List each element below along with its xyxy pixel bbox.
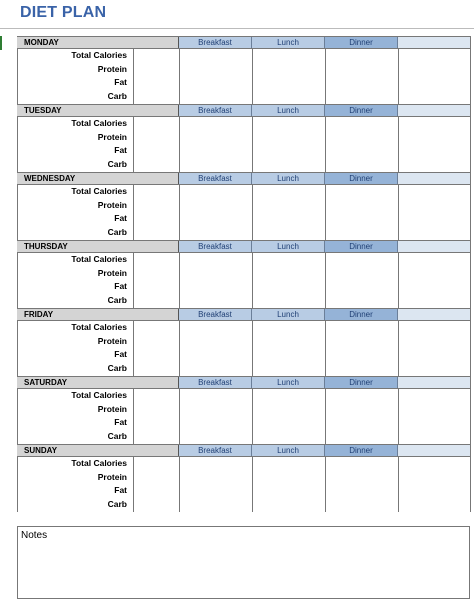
column-gridline <box>133 49 134 104</box>
extra-header-cell[interactable] <box>398 377 470 388</box>
nutrient-rows <box>17 389 470 444</box>
top-divider <box>0 28 474 29</box>
column-gridline <box>133 117 134 172</box>
nutrient-label: Carb <box>107 294 127 305</box>
day-name-cell[interactable]: SATURDAY <box>17 377 179 388</box>
nutrient-label: Protein <box>97 403 127 414</box>
column-gridline <box>252 117 253 172</box>
nutrient-label: Total Calories <box>71 186 127 196</box>
meal-header-breakfast[interactable]: Breakfast <box>179 173 252 184</box>
nutrient-label: Protein <box>97 199 127 210</box>
nutrient-labels <box>17 253 127 308</box>
day-header-row <box>17 444 470 457</box>
column-gridline <box>252 457 253 512</box>
column-gridline <box>252 49 253 104</box>
column-gridline <box>325 117 326 172</box>
meal-header-lunch[interactable]: Lunch <box>252 445 325 456</box>
column-gridline <box>252 253 253 308</box>
notes-label: Notes <box>21 530 48 541</box>
meal-header-breakfast[interactable]: Breakfast <box>179 309 252 320</box>
column-gridline <box>398 185 399 240</box>
meal-header-dinner[interactable]: Dinner <box>325 37 398 48</box>
meal-header-breakfast[interactable]: Breakfast <box>179 241 252 252</box>
nutrient-labels <box>17 117 127 172</box>
nutrient-label: Total Calories <box>71 458 127 468</box>
day-block-saturday <box>17 376 470 444</box>
nutrient-rows <box>17 117 470 172</box>
column-gridline <box>179 253 180 308</box>
nutrient-label: Protein <box>97 335 127 346</box>
nutrient-label: Carb <box>107 430 127 441</box>
extra-header-cell[interactable] <box>398 37 470 48</box>
nutrient-labels <box>17 49 127 104</box>
nutrient-labels <box>17 185 127 240</box>
column-gridline <box>133 253 134 308</box>
column-gridline <box>179 457 180 512</box>
nutrient-label: Total Calories <box>71 50 127 60</box>
column-gridline <box>325 185 326 240</box>
column-gridline <box>252 185 253 240</box>
day-header-row <box>17 172 470 185</box>
notes-box[interactable] <box>17 526 470 599</box>
meal-header-lunch[interactable]: Lunch <box>252 105 325 116</box>
extra-header-cell[interactable] <box>398 445 470 456</box>
column-gridline <box>325 49 326 104</box>
column-gridline <box>325 457 326 512</box>
meal-header-dinner[interactable]: Dinner <box>325 173 398 184</box>
nutrient-label: Fat <box>114 213 127 223</box>
meal-header-breakfast[interactable]: Breakfast <box>179 377 252 388</box>
nutrient-label: Carb <box>107 498 127 509</box>
column-gridline <box>325 321 326 376</box>
column-gridline <box>398 49 399 104</box>
meal-header-dinner[interactable]: Dinner <box>325 377 398 388</box>
day-name-cell[interactable]: THURSDAY <box>17 241 179 252</box>
extra-header-cell[interactable] <box>398 173 470 184</box>
meal-header-lunch[interactable]: Lunch <box>252 377 325 388</box>
day-header-row <box>17 36 470 49</box>
column-gridline <box>17 185 18 240</box>
nutrient-label: Fat <box>114 77 127 87</box>
column-gridline <box>252 389 253 444</box>
day-block-monday <box>17 36 470 104</box>
column-gridline <box>133 185 134 240</box>
nutrient-label: Fat <box>114 417 127 427</box>
day-name-cell[interactable]: WEDNESDAY <box>17 173 179 184</box>
day-header-row <box>17 104 470 117</box>
nutrient-label: Carb <box>107 226 127 237</box>
extra-header-cell[interactable] <box>398 105 470 116</box>
column-gridline <box>325 389 326 444</box>
nutrient-rows <box>17 457 470 512</box>
column-gridline <box>17 389 18 444</box>
nutrient-rows <box>17 185 470 240</box>
nutrient-label: Total Calories <box>71 118 127 128</box>
meal-header-lunch[interactable]: Lunch <box>252 309 325 320</box>
column-gridline <box>398 253 399 308</box>
nutrient-label: Total Calories <box>71 322 127 332</box>
day-name-cell[interactable]: TUESDAY <box>17 105 179 116</box>
column-gridline <box>179 185 180 240</box>
nutrient-label: Carb <box>107 362 127 373</box>
meal-header-breakfast[interactable]: Breakfast <box>179 105 252 116</box>
nutrient-label: Fat <box>114 485 127 495</box>
meal-header-lunch[interactable]: Lunch <box>252 241 325 252</box>
column-gridline <box>398 457 399 512</box>
column-gridline <box>398 117 399 172</box>
nutrient-labels <box>17 321 127 376</box>
column-gridline <box>17 49 18 104</box>
nutrient-rows <box>17 49 470 104</box>
day-name-cell[interactable]: SUNDAY <box>17 445 179 456</box>
day-header-row <box>17 240 470 253</box>
day-block-thursday <box>17 240 470 308</box>
meal-header-lunch[interactable]: Lunch <box>252 37 325 48</box>
nutrient-label: Protein <box>97 63 127 74</box>
column-gridline <box>252 321 253 376</box>
day-block-friday <box>17 308 470 376</box>
column-gridline <box>325 253 326 308</box>
column-gridline <box>133 321 134 376</box>
day-header-row <box>17 376 470 389</box>
nutrient-labels <box>17 389 127 444</box>
meal-header-breakfast[interactable]: Breakfast <box>179 445 252 456</box>
nutrient-label: Total Calories <box>71 254 127 264</box>
row-selection-marker <box>0 36 2 50</box>
column-gridline <box>398 321 399 376</box>
nutrient-label: Protein <box>97 267 127 278</box>
extra-header-cell[interactable] <box>398 309 470 320</box>
nutrient-label: Fat <box>114 349 127 359</box>
nutrient-rows <box>17 253 470 308</box>
column-gridline <box>179 389 180 444</box>
column-gridline <box>17 321 18 376</box>
column-gridline <box>17 253 18 308</box>
meal-header-dinner[interactable]: Dinner <box>325 445 398 456</box>
column-gridline <box>179 49 180 104</box>
nutrient-labels <box>17 457 127 512</box>
column-gridline <box>17 117 18 172</box>
nutrient-rows <box>17 321 470 376</box>
extra-header-cell[interactable] <box>398 241 470 252</box>
page-title: DIET PLAN <box>20 4 107 21</box>
nutrient-label: Carb <box>107 90 127 101</box>
day-block-tuesday <box>17 104 470 172</box>
nutrient-label: Fat <box>114 281 127 291</box>
nutrient-label: Fat <box>114 145 127 155</box>
meal-header-dinner[interactable]: Dinner <box>325 309 398 320</box>
diet-plan-table <box>17 36 470 512</box>
column-gridline <box>179 321 180 376</box>
nutrient-label: Protein <box>97 471 127 482</box>
nutrient-label: Total Calories <box>71 390 127 400</box>
meal-header-dinner[interactable]: Dinner <box>325 241 398 252</box>
table-right-border <box>470 36 471 512</box>
day-block-sunday <box>17 444 470 512</box>
column-gridline <box>398 389 399 444</box>
day-name-cell[interactable]: MONDAY <box>17 37 179 48</box>
column-gridline <box>179 117 180 172</box>
column-gridline <box>133 457 134 512</box>
nutrient-label: Carb <box>107 158 127 169</box>
meal-header-breakfast[interactable]: Breakfast <box>179 37 252 48</box>
day-name-cell[interactable]: FRIDAY <box>17 309 179 320</box>
column-gridline <box>17 457 18 512</box>
day-block-wednesday <box>17 172 470 240</box>
column-gridline <box>133 389 134 444</box>
meal-header-dinner[interactable]: Dinner <box>325 105 398 116</box>
nutrient-label: Protein <box>97 131 127 142</box>
day-header-row <box>17 308 470 321</box>
meal-header-lunch[interactable]: Lunch <box>252 173 325 184</box>
